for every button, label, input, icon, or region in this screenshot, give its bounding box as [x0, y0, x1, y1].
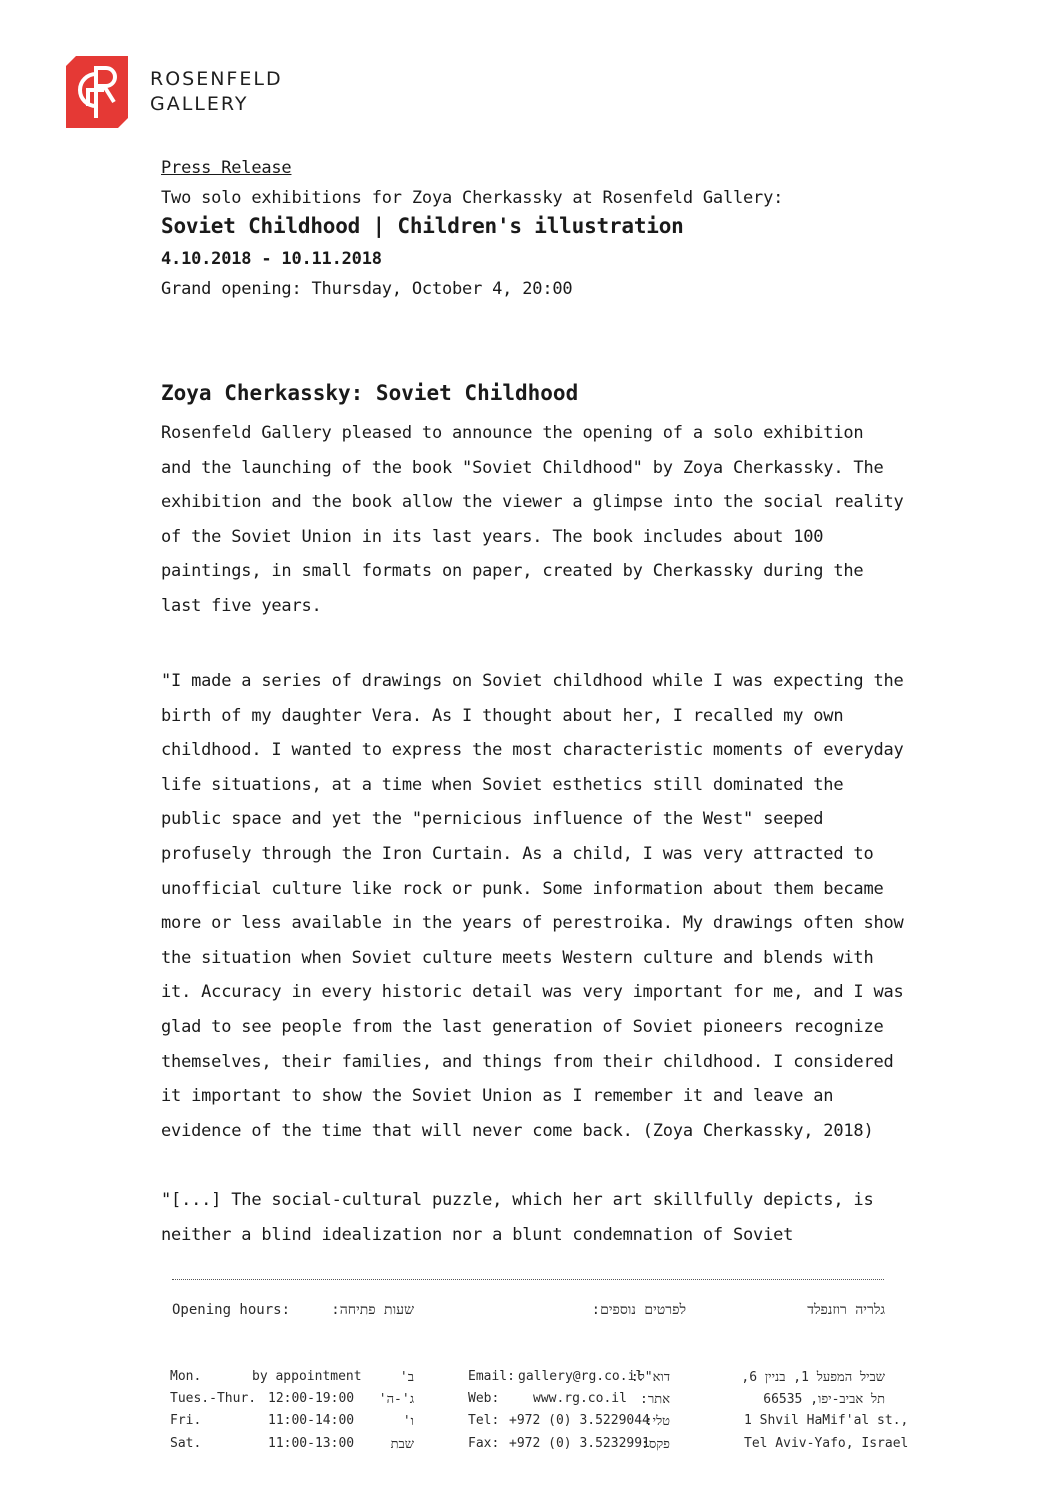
hours-day: Tues.-Thur. — [170, 1391, 257, 1406]
paragraph-quote — [161, 664, 911, 1148]
contact-label-he: אתר: — [640, 1392, 670, 1407]
gallery-name — [150, 67, 283, 117]
intro-line: Two solo exhibitions for Zoya Cherkassky at Rosenfeld Gallery: — [161, 188, 784, 208]
section-title: Zoya Cherkassky: Soviet Childhood — [161, 381, 579, 405]
text-line: it important to show the Soviet Union as I remember it and leave an — [161, 1086, 834, 1107]
footer-divider — [172, 1279, 884, 1280]
hours-day-he: ב' — [399, 1370, 414, 1385]
address-line: תל אביב-יפו, 66535 — [763, 1392, 885, 1407]
exhibition-titles: Soviet Childhood | Children's illustration — [161, 214, 684, 238]
address-line: שביל המפעל 1, בניין 6, — [741, 1370, 885, 1385]
text-line: profusely through the Iron Curtain. As a child, I was very attracted to — [161, 843, 874, 864]
contact-label-he: דוא"ל: — [630, 1370, 670, 1385]
text-line: public space and yet the "pernicious influence of the West" seeped — [161, 809, 824, 830]
text-line: themselves, their families, and things from their childhood. I considered — [161, 1051, 894, 1072]
hours-time: 11:00-13:00 — [268, 1436, 355, 1451]
text-line: exhibition and the book allow the viewer a glimpse into the social reality — [161, 492, 904, 513]
hours-day: Mon. — [170, 1369, 202, 1384]
text-line: neither a blind idealization nor a blunt condemnation of Soviet — [161, 1224, 794, 1245]
text-line: more or less available in the years of perestroika. My drawings often show — [161, 913, 904, 934]
text-line: evidence of the time that will never come back. (Zoya Cherkassky, 2018) — [161, 1120, 874, 1141]
text-line: "I made a series of drawings on Soviet childhood while I was expecting the — [161, 671, 904, 691]
website-link[interactable]: www.rg.co.il — [533, 1391, 627, 1406]
opening-hours-label: Opening hours: — [172, 1302, 291, 1318]
hours-time: by appointment — [252, 1369, 362, 1384]
opening-hours-label-he: שעות פתיחה: — [331, 1302, 414, 1318]
text-line: paintings, in small formats on paper, created by Cherkassky during the — [161, 561, 864, 582]
exhibition-dates: 4.10.2018 - 10.11.2018 — [161, 249, 382, 269]
press-release-heading: Press Release — [161, 158, 292, 178]
gallery-name-he: גלריה רוזנפלד — [807, 1302, 885, 1318]
hours-time: 12:00-19:00 — [268, 1391, 355, 1406]
text-line: the situation when Soviet culture meets Western culture and blends with — [161, 947, 874, 968]
hours-day-he: שבת — [390, 1437, 414, 1452]
details-label-he: לפרטים נוספים: — [591, 1302, 686, 1318]
contact-label: Tel: — [468, 1413, 500, 1428]
hours-day: Sat. — [170, 1436, 202, 1451]
text-line: of the Soviet Union in its last years. The book includes about 100 — [161, 526, 824, 547]
text-line: unofficial culture like rock or punk. Some information about them became — [161, 878, 884, 899]
text-line: childhood. I wanted to express the most characteristic moments of everyday — [161, 740, 904, 761]
contact-label-he: פקס: — [641, 1437, 670, 1452]
text-line: last five years. — [161, 595, 322, 616]
gallery-logo — [66, 56, 283, 128]
text-line: glad to see people from the last generation of Soviet pioneers recognize — [161, 1016, 884, 1037]
gallery-name-line2: GALLERY — [150, 93, 249, 115]
hours-day-he: ג'-ה' — [378, 1392, 414, 1407]
text-line: Rosenfeld Gallery pleased to announce the opening of a solo exhibition — [161, 423, 864, 443]
paragraph-intro — [161, 416, 911, 624]
gallery-name-line1: ROSENFELD — [150, 68, 283, 90]
text-line: birth of my daughter Vera. As I thought about her, I recalled my own — [161, 705, 844, 726]
hours-time: 11:00-14:00 — [268, 1413, 355, 1428]
fax-number: +972 (0) 3.5232991 — [509, 1436, 650, 1451]
phone-number: +972 (0) 3.5229044 — [509, 1413, 650, 1428]
grand-opening: Grand opening: Thursday, October 4, 20:00 — [161, 279, 573, 299]
hours-day: Fri. — [170, 1413, 202, 1428]
text-line: and the launching of the book "Soviet Childhood" by Zoya Cherkassky. The — [161, 457, 884, 478]
text-line: it. Accuracy in every historic detail was very important for me, and I was — [161, 982, 904, 1003]
contact-label: Email: — [468, 1369, 515, 1384]
text-line: "[...] The social-cultural puzzle, which her art skillfully depicts, is — [161, 1190, 874, 1210]
address-line: Tel Aviv-Yafo, Israel — [744, 1436, 909, 1451]
email-link[interactable]: gallery@rg.co.il — [518, 1369, 644, 1384]
contact-label-he: טלי: — [644, 1414, 670, 1429]
rg-logo-icon — [66, 56, 128, 128]
address-line: 1 Shvil HaMif'al st., — [744, 1413, 909, 1428]
contact-label: Web: — [468, 1391, 500, 1406]
paragraph-critique — [161, 1183, 911, 1252]
contact-label: Fax: — [468, 1436, 500, 1451]
text-line: life situations, at a time when Soviet esthetics still dominated the — [161, 774, 844, 795]
hours-day-he: ו' — [402, 1414, 414, 1429]
